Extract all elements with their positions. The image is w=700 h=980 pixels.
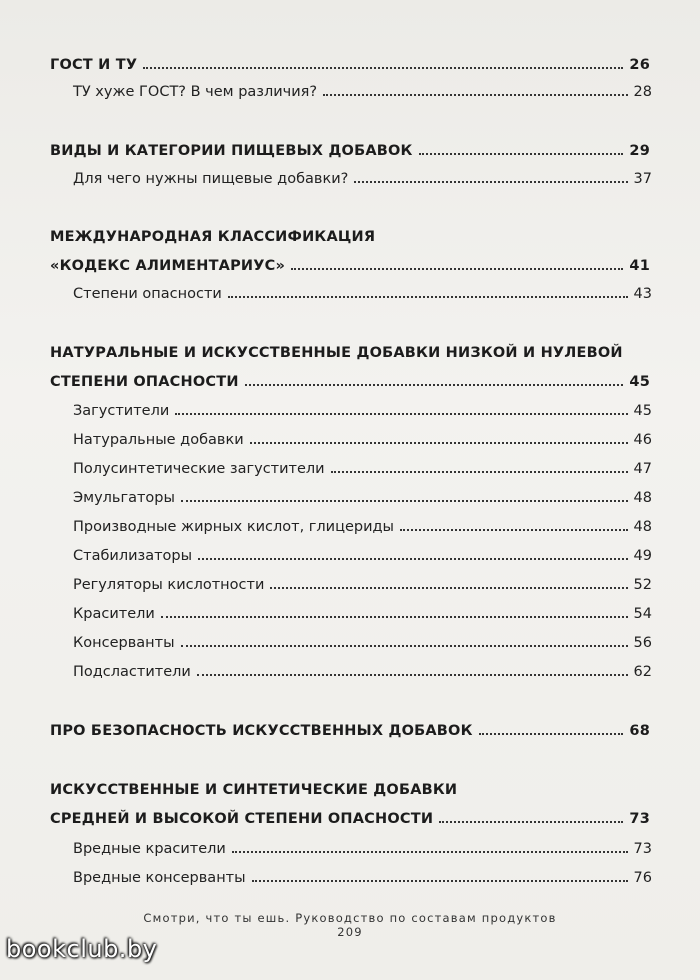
toc-item-label: Полусинтетические загустители — [73, 461, 325, 477]
dot-leader — [228, 296, 628, 298]
toc-page-number: 37 — [633, 171, 652, 187]
dot-leader — [250, 442, 628, 444]
dot-leader — [161, 616, 628, 618]
toc-item-label: Натуральные добавки — [73, 432, 244, 448]
toc-page-number: 48 — [633, 490, 652, 506]
dot-leader — [291, 268, 623, 270]
toc-heading-label: НАТУРАЛЬНЫЕ И ИСКУССТВЕННЫЕ ДОБАВКИ НИЗКОЙ И НУЛЕВОЙ — [50, 345, 623, 361]
dot-leader — [323, 94, 627, 96]
toc-page-number: 68 — [629, 723, 650, 739]
toc-section-heading — [50, 781, 650, 799]
toc-item[interactable] — [73, 663, 652, 681]
toc-page-number: 46 — [633, 432, 652, 448]
toc-page-number: 41 — [629, 258, 650, 274]
toc-item[interactable] — [73, 460, 652, 478]
toc-section-safety[interactable] — [50, 722, 650, 740]
toc-item-label: Для чего нужны пищевые добавки? — [73, 171, 349, 187]
dot-leader — [439, 821, 623, 823]
toc-heading-label: МЕЖДУНАРОДНАЯ КЛАССИФИКАЦИЯ — [50, 229, 376, 245]
toc-item[interactable] — [73, 83, 652, 101]
toc-page-number: 62 — [633, 664, 652, 680]
toc-page-number: 28 — [633, 84, 652, 100]
toc-section-gost[interactable] — [50, 56, 650, 74]
toc-section-low-danger[interactable] — [50, 373, 650, 391]
toc-item-label: Красители — [73, 606, 155, 622]
toc-item[interactable] — [73, 547, 652, 565]
toc-item-label: Эмульгаторы — [73, 490, 175, 506]
toc-item-label: Стабилизаторы — [73, 548, 193, 564]
toc-page-number: 45 — [629, 374, 650, 390]
toc-page-number: 52 — [633, 577, 652, 593]
toc-section-heading — [50, 228, 650, 246]
toc-page-number: 73 — [629, 811, 650, 827]
dot-leader — [181, 645, 628, 647]
running-footer-title: Смотри, что ты ешь. Руководство по составам продуктов — [143, 911, 557, 925]
toc-page-number: 73 — [633, 841, 652, 857]
dot-leader — [331, 471, 628, 473]
toc-item[interactable] — [73, 576, 652, 594]
toc-page-number: 49 — [633, 548, 652, 564]
toc-page-number: 45 — [633, 403, 652, 419]
toc-item[interactable] — [73, 634, 652, 652]
toc-section-label: ГОСТ И ТУ — [50, 57, 138, 73]
dot-leader — [252, 880, 628, 882]
toc-page-number: 54 — [633, 606, 652, 622]
dot-leader — [181, 500, 628, 502]
toc-page-number: 43 — [633, 286, 652, 302]
toc-section-label: ПРО БЕЗОПАСНОСТЬ ИСКУССТВЕННЫХ ДОБАВОК — [50, 723, 473, 739]
toc-item[interactable] — [73, 489, 652, 507]
dot-leader — [479, 733, 624, 735]
toc-section-additive-types[interactable] — [50, 142, 650, 160]
dot-leader — [400, 529, 628, 531]
dot-leader — [232, 851, 628, 853]
toc-page-number: 56 — [633, 635, 652, 651]
toc-item[interactable] — [73, 605, 652, 623]
toc-page-number: 76 — [633, 870, 652, 886]
toc-page-number: 47 — [633, 461, 652, 477]
toc-item[interactable] — [73, 285, 652, 303]
toc-item-label: Подсластители — [73, 664, 191, 680]
toc-item[interactable] — [73, 869, 652, 887]
toc-item-label: ТУ хуже ГОСТ? В чем различия? — [73, 84, 318, 100]
dot-leader — [245, 384, 624, 386]
toc-page-number: 29 — [629, 143, 650, 159]
toc-item[interactable] — [73, 840, 652, 858]
dot-leader — [270, 587, 627, 589]
toc-item[interactable] — [73, 170, 652, 188]
toc-section-high-danger[interactable] — [50, 810, 650, 828]
toc-section-label: СТЕПЕНИ ОПАСНОСТИ — [50, 374, 239, 390]
toc-item[interactable] — [73, 518, 652, 536]
toc-item[interactable] — [73, 402, 652, 420]
dot-leader — [198, 558, 627, 560]
toc-item-label: Производные жирных кислот, глицериды — [73, 519, 394, 535]
dot-leader — [354, 181, 627, 183]
toc-item-label: Регуляторы кислотности — [73, 577, 265, 593]
dot-leader — [197, 674, 628, 676]
toc-section-label: «КОДЕКС АЛИМЕНТАРИУС» — [50, 258, 286, 274]
page-number: 209 — [337, 925, 363, 939]
dot-leader — [143, 67, 623, 69]
toc-item-label: Вредные консерванты — [73, 870, 246, 886]
toc-section-label: ВИДЫ И КАТЕГОРИИ ПИЩЕВЫХ ДОБАВОК — [50, 143, 413, 159]
toc-heading-label: ИСКУССТВЕННЫЕ И СИНТЕТИЧЕСКИЕ ДОБАВКИ — [50, 782, 458, 798]
dot-leader — [419, 153, 624, 155]
toc-item[interactable] — [73, 431, 652, 449]
toc-section-heading — [50, 344, 650, 362]
toc-item-label: Консерванты — [73, 635, 175, 651]
dot-leader — [175, 413, 627, 415]
toc-page-number: 26 — [629, 57, 650, 73]
toc-item-label: Вредные красители — [73, 841, 226, 857]
toc-item-label: Степени опасности — [73, 286, 222, 302]
toc-page-number: 48 — [633, 519, 652, 535]
toc-item-label: Загустители — [73, 403, 170, 419]
watermark-logo: bookclub.by — [6, 935, 158, 963]
toc-section-label: СРЕДНЕЙ И ВЫСОКОЙ СТЕПЕНИ ОПАСНОСТИ — [50, 811, 434, 827]
toc-section-codex[interactable] — [50, 257, 650, 275]
